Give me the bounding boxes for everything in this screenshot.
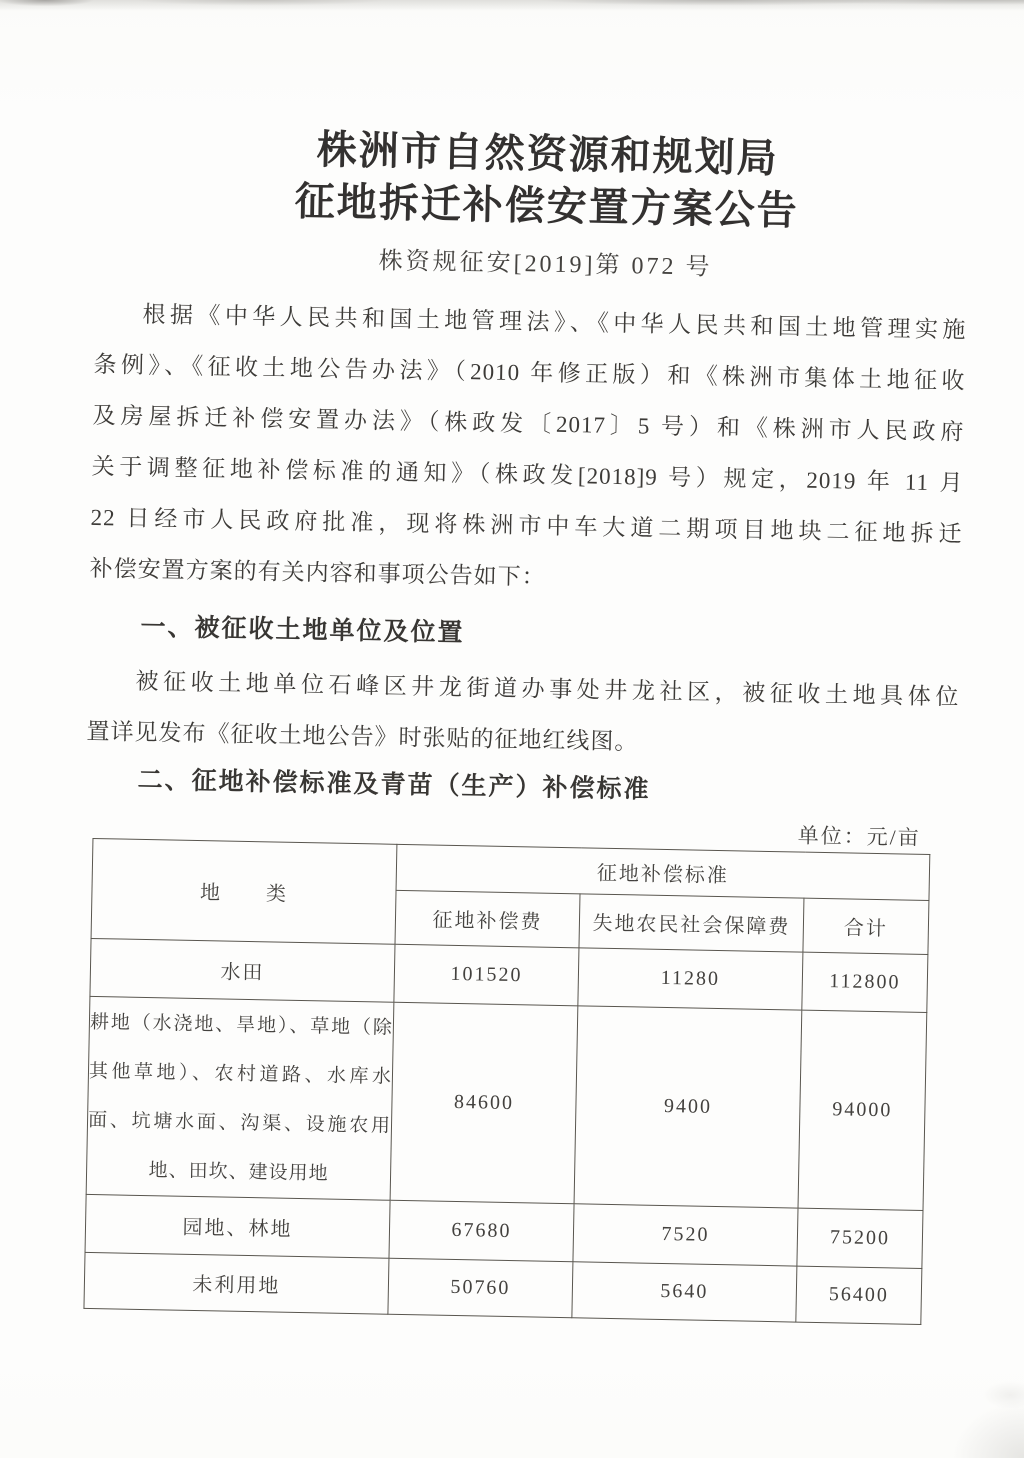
- cell-land-type: 水田: [90, 938, 395, 1002]
- cell-line: 面、坑塘水面、沟渠、设施农用: [87, 1109, 392, 1137]
- header-total: 合计: [803, 898, 929, 954]
- compensation-standard-table: [83, 838, 930, 1325]
- table-row-cultivated-land: [86, 996, 927, 1210]
- section2-heading: 二、征地补偿标准及青苗（生产）补偿标准: [137, 765, 651, 804]
- cell-social: 7520: [573, 1204, 798, 1266]
- cell-total: 94000: [798, 1010, 927, 1210]
- paragraph-line: 被征收土地单位石峰区井龙街道办事处井龙社区，被征收土地具体位: [135, 668, 960, 710]
- cell-line: 耕地（水浇地、旱地）、草地（除: [89, 1011, 394, 1039]
- cell-social: 5640: [572, 1262, 797, 1322]
- paragraph-legal-basis: [89, 288, 967, 611]
- paragraph-line: 条例》、《征收土地公告办法》（2010 年修正版）和《株洲市集体土地征收: [93, 351, 966, 394]
- cell-fee: 50760: [388, 1258, 573, 1318]
- header-land-compensation-fee: 征地补偿费: [395, 890, 580, 948]
- paragraph-land-unit: [86, 655, 960, 774]
- cell-line: 其他草地）、农村道路、水库水: [88, 1060, 393, 1088]
- cell-land-type: 园地、林地: [85, 1194, 390, 1258]
- paragraph-line: 22 日经市人民政府批准，现将株洲市中车大道二期项目地块二征地拆迁: [90, 504, 963, 547]
- paragraph-line: 关于调整征地补偿标准的通知》（株政发[2018]9 号）规定，2019 年 11 月: [91, 453, 964, 496]
- paragraph-line: 补偿安置方案的有关内容和事项公告如下：: [89, 555, 546, 590]
- cell-fee: 84600: [390, 1002, 578, 1203]
- cell-line: 地、田坎、建设用地: [148, 1159, 329, 1185]
- table-unit-label: 单位：元/亩: [797, 823, 921, 850]
- title-line-1: 株洲市自然资源和规划局: [316, 127, 780, 182]
- scan-corner-artifact: [854, 1318, 1024, 1458]
- document-number: 株资规征安[2019]第 072 号: [378, 248, 713, 281]
- cell-total: 75200: [797, 1208, 923, 1268]
- header-social-security-fee: 失地农民社会保障费: [579, 894, 804, 952]
- paragraph-line: 及房屋拆迁补偿安置办法》（株政发〔2017〕5 号）和《株洲市人民政府: [92, 402, 965, 445]
- paragraph-line: 根据《中华人民共和国土地管理法》、《中华人民共和国土地管理实施: [142, 301, 967, 343]
- cell-fee: 67680: [389, 1200, 574, 1262]
- cell-land-type: [86, 996, 394, 1200]
- section1-heading: 一、被征收土地单位及位置: [140, 612, 465, 648]
- cell-social: 11280: [578, 948, 803, 1010]
- cell-fee: 101520: [394, 944, 579, 1006]
- scan-top-edge-artifact: [0, 0, 1024, 11]
- paragraph-line: 置详见发布《征收土地公告》时张贴的征地红线图。: [86, 718, 639, 755]
- cell-total: 112800: [802, 952, 928, 1012]
- cell-total: 56400: [796, 1266, 922, 1324]
- cell-land-type: 未利用地: [84, 1252, 389, 1314]
- title-line-2: 征地拆迁补偿安置方案公告: [294, 178, 800, 234]
- header-land-type: 地 类: [91, 838, 397, 944]
- document-title: [34, 0, 1024, 242]
- header-compensation-standard: 征地补偿标准: [396, 844, 930, 900]
- cell-social: 9400: [574, 1006, 802, 1208]
